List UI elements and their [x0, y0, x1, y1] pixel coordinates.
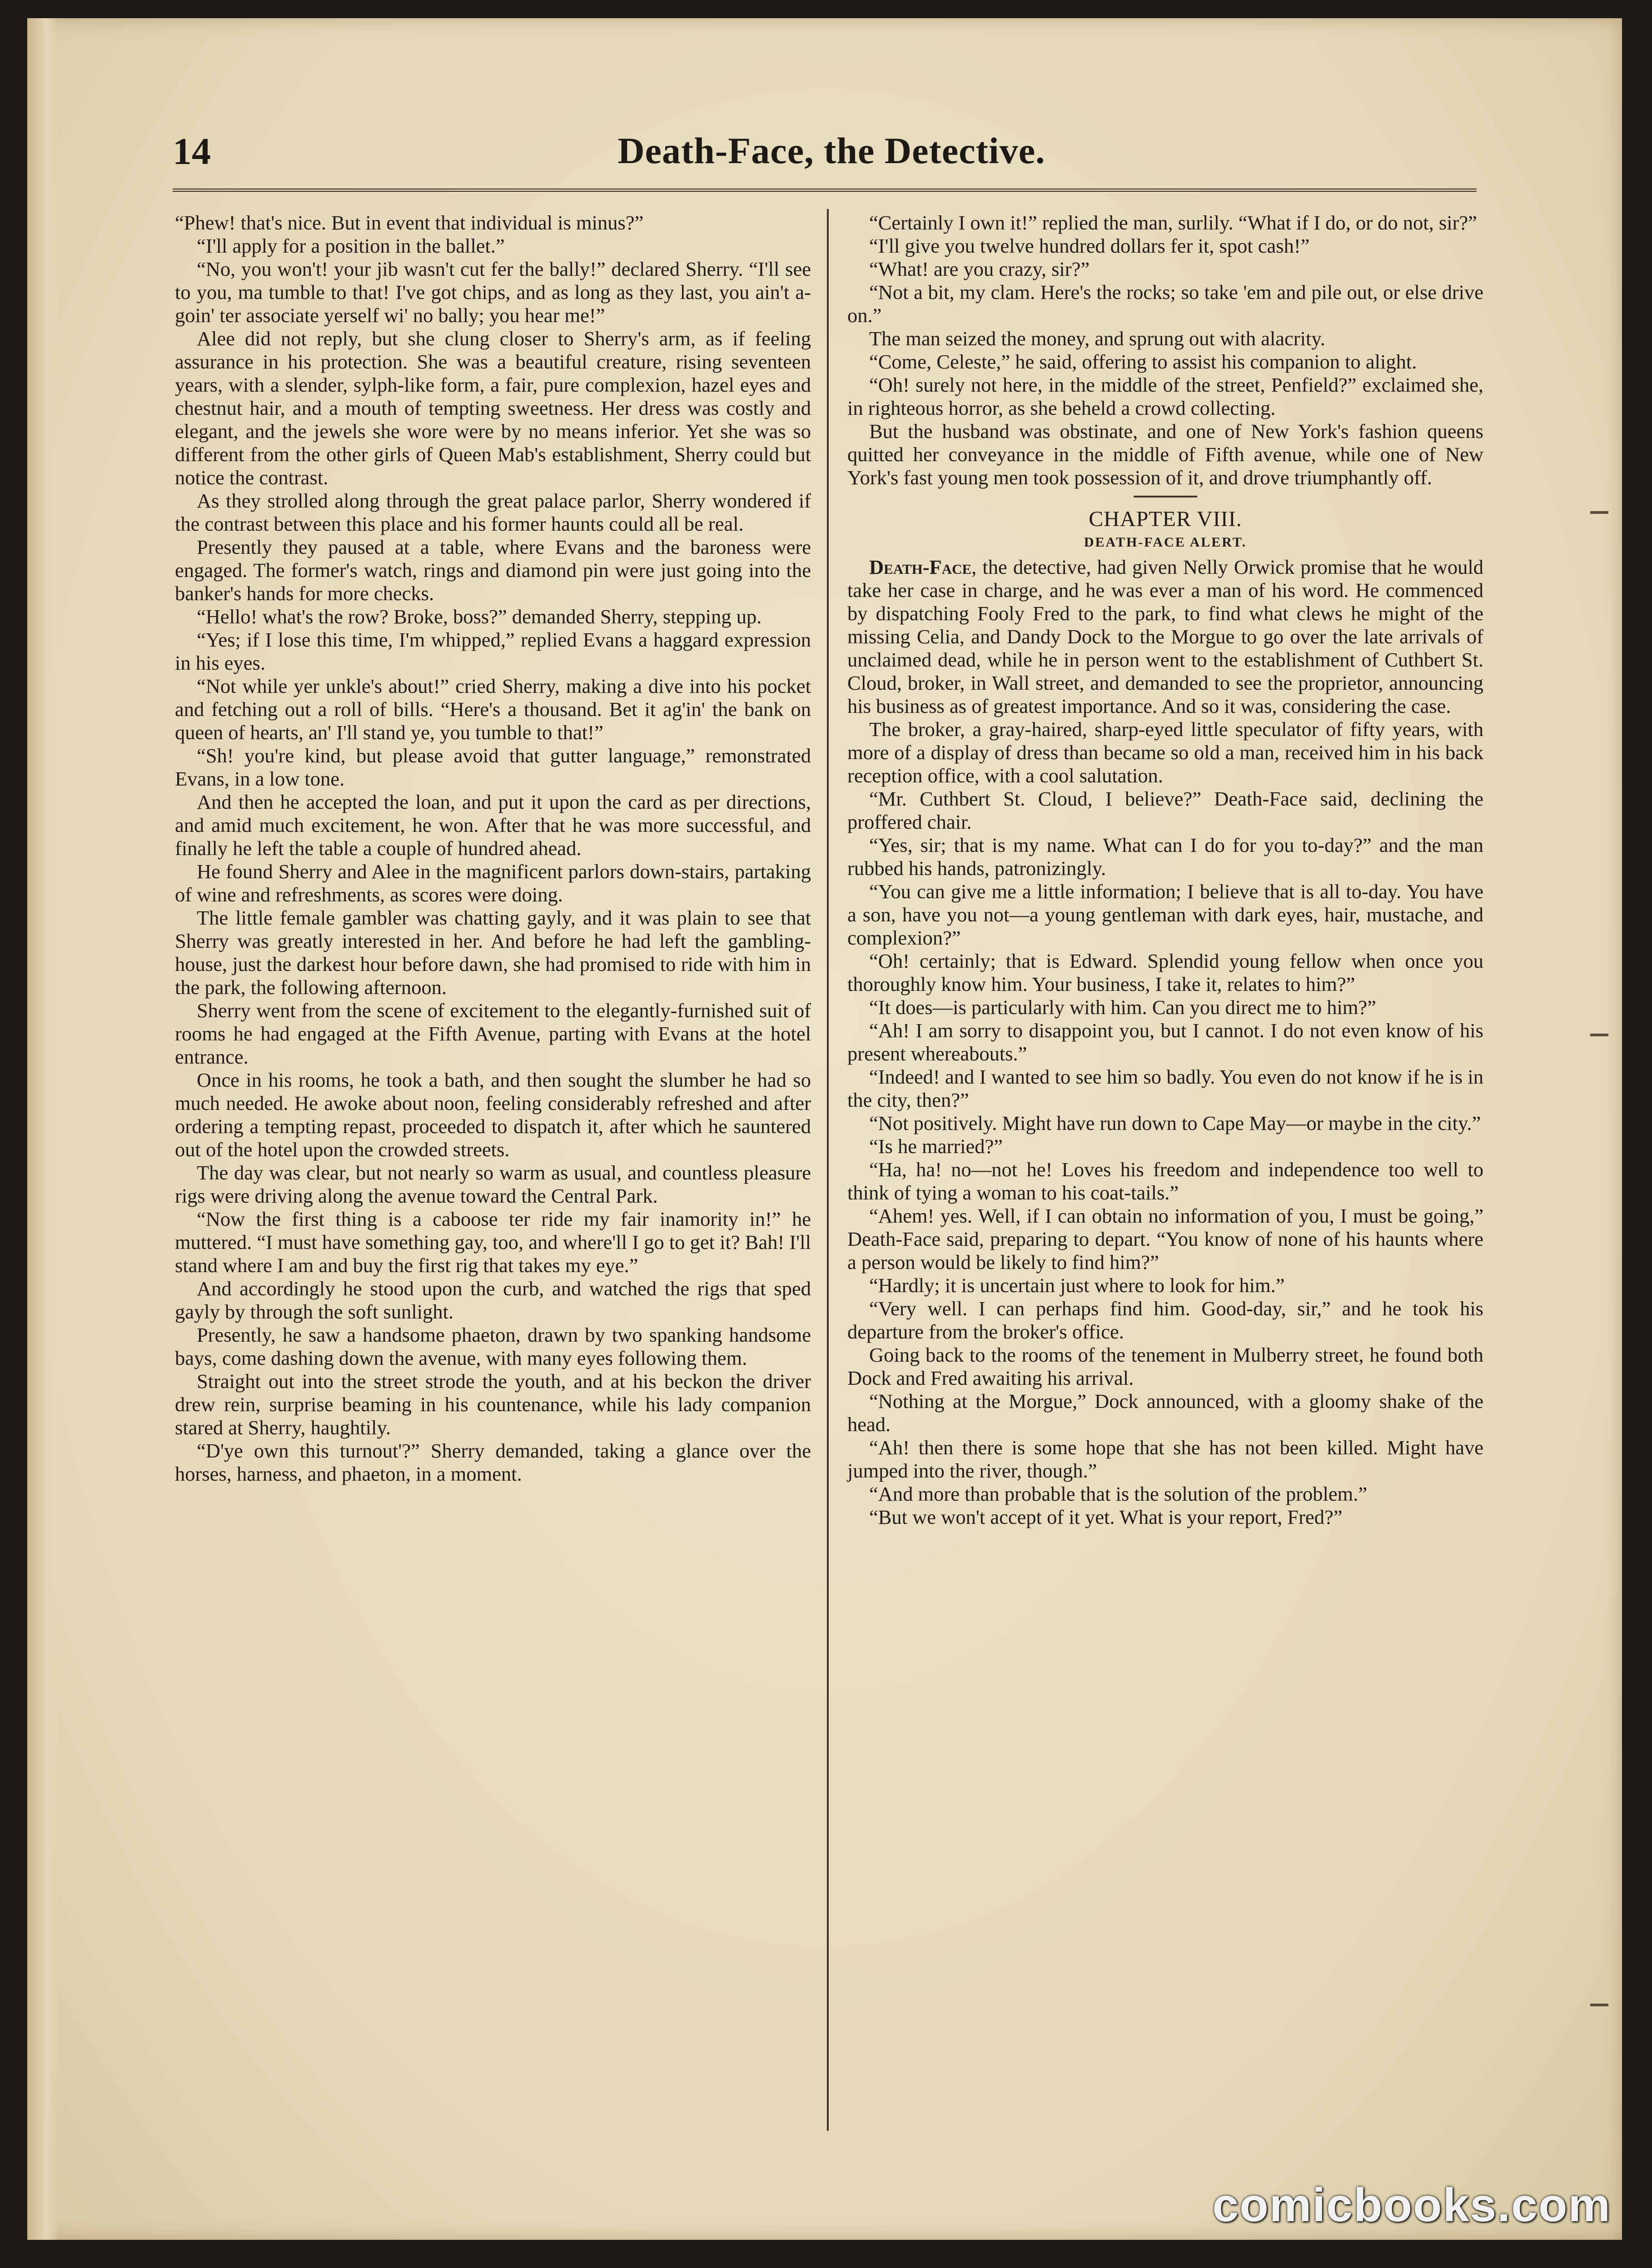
paragraph: “D'ye own this turnout'?” Sherry demanded, taking a glance over the horses, harness, and phaeton, in a moment.	[175, 1439, 811, 1485]
paragraph: “You can give me a little information; I believe that is all to-day. You have a son, have you not—a young gentleman with dark eyes, hair, mustache, and complexion?”	[847, 880, 1483, 949]
edge-mark	[1590, 511, 1608, 514]
page-binding-edge	[27, 18, 59, 2240]
paragraph: “Hardly; it is uncertain just where to look for him.”	[869, 1274, 1285, 1297]
chapter-title: CHAPTER VIII.	[1089, 507, 1242, 531]
paragraph: “It does—is particularly with him. Can you direct me to him?”	[869, 996, 1376, 1019]
paragraph-text: , the detective, had given Nelly Orwick promise that he would take her case in charge, and he was ever a man of his word. He commenced by dispatching Fooly Fred to the park, to find what clews he might of the missing Celia, and Dandy Dock to the Morgue to go over the late arrivals of unclaimed dead, while he in person went to the establishment of Cuthbert St. Cloud, broker, in Wall street, and demanded to see the proprietor, announcing his business as of greatest importance. And so it was, considering the case.	[847, 556, 1483, 717]
paragraph: “Ah! I am sorry to disappoint you, but I cannot. I do not even know of his present whereabouts.”	[847, 1019, 1483, 1065]
paragraph: “Not while yer unkle's about!” cried Sherry, making a dive into his pocket and fetching out a roll of bills. “Here's a thousand. Bet it ag'in' the bank on queen of hearts, an' I'll stand ye, you tumble to that!”	[175, 675, 811, 744]
chapter-subtitle: DEATH-FACE ALERT.	[1084, 535, 1247, 550]
right-column	[847, 211, 1483, 1529]
paragraph: “Ahem! yes. Well, if I can obtain no information of you, I must be going,” Death-Face said, preparing to depart. “You know of none of his haunts where a person would be likely to find him?”	[847, 1204, 1483, 1273]
paragraph: The broker, a gray-haired, sharp-eyed little speculator of fifty years, with more of a display of dress than became so old a man, received him in his back reception office, with a cool salutation.	[847, 718, 1483, 787]
paragraph: “Oh! surely not here, in the middle of the street, Penfield?” exclaimed she, in righteous horror, as she beheld a crowd collecting.	[847, 373, 1483, 419]
edge-mark	[1590, 2004, 1608, 2006]
paragraph: “Nothing at the Morgue,” Dock announced, with a gloomy shake of the head.	[847, 1390, 1483, 1436]
paragraph: “Sh! you're kind, but please avoid that gutter language,” remonstrated Evans, in a low tone.	[175, 744, 811, 790]
paragraph: He found Sherry and Alee in the magnificent parlors down-stairs, partaking of wine and refreshments, as scores were doing.	[175, 860, 811, 906]
paragraph: “Come, Celeste,” he said, offering to assist his companion to alight.	[869, 350, 1417, 373]
chapter-lead-name: Death-Face	[869, 556, 972, 578]
paragraph: The day was clear, but not nearly so warm as usual, and countless pleasure rigs were driving along the avenue toward the Central Park.	[175, 1161, 811, 1207]
paragraph: “What! are you crazy, sir?”	[869, 258, 1090, 280]
paragraph: “Indeed! and I wanted to see him so badly. You even do not know if he is in the city, then?”	[847, 1065, 1483, 1111]
paragraph: “Yes, sir; that is my name. What can I do for you to-day?” and the man rubbed his hands, patronizingly.	[847, 834, 1483, 880]
paragraph: The little female gambler was chatting gayly, and it was plain to see that Sherry was greatly interested in her. And before he had left the gambling-house, just the darkest hour before dawn, she had promised to ride with him in the park, the following afternoon.	[175, 906, 811, 999]
paragraph: “Now the first thing is a caboose ter ride my fair inamority in!” he muttered. “I must have something gay, too, and where'll I go to get it? Bah! I'll stand where I am and buy the first rig that takes my eye.”	[175, 1208, 811, 1277]
edge-mark	[1590, 1034, 1608, 1036]
paragraph: Once in his rooms, he took a bath, and then sought the slumber he had so much needed. He awoke about noon, feeling considerably refreshed and after ordering a tempting repast, proceeded to dispatch it, after which he sauntered out of the hotel upon the crowded streets.	[175, 1069, 811, 1161]
paragraph: The man seized the money, and sprung out with alacrity.	[869, 327, 1325, 350]
paragraph: “Is he married?”	[869, 1135, 1003, 1158]
watermark: comicbooks.com	[1212, 2179, 1611, 2232]
header-rule	[173, 189, 1477, 192]
paragraph: Presently, he saw a handsome phaeton, drawn by two spanking handsome bays, come dashing down the avenue, with many eyes following them.	[175, 1323, 811, 1369]
paragraph: “Very well. I can perhaps find him. Good-day, sir,” and he took his departure from the broker's office.	[847, 1297, 1483, 1343]
running-header	[173, 125, 1490, 189]
paragraph: Presently they paused at a table, where Evans and the baroness were engaged. The former's watch, rings and diamond pin were just going into the banker's hands for more checks.	[175, 536, 811, 605]
paragraph: “Mr. Cuthbert St. Cloud, I believe?” Death-Face said, declining the proffered chair.	[847, 787, 1483, 833]
page-number: 14	[173, 130, 211, 173]
paragraph: “Hello! what's the row? Broke, boss?” demanded Sherry, stepping up.	[197, 605, 762, 628]
paragraph: As they strolled along through the great palace parlor, Sherry wondered if the contrast between this place and his former haunts could all be real.	[175, 489, 811, 535]
paragraph: “Yes; if I lose this time, I'm whipped,” replied Evans a haggard expression in his eyes.	[175, 628, 811, 674]
paragraph: “I'll apply for a position in the ballet.”	[197, 234, 505, 257]
paragraph: And accordingly he stood upon the curb, and watched the rigs that sped gayly by through the soft sunlight.	[175, 1277, 811, 1323]
paragraph: “Not a bit, my clam. Here's the rocks; so take 'em and pile out, or else drive on.”	[847, 281, 1483, 327]
paragraph: “Certainly I own it!” replied the man, surlily. “What if I do, or do not, sir?”	[869, 211, 1477, 234]
paragraph: “Oh! certainly; that is Edward. Splendid young fellow when once you thoroughly know him. Your business, I take it, relates to him?”	[847, 950, 1483, 995]
paragraph: “Ah! then there is some hope that she has not been killed. Might have jumped into the river, though.”	[847, 1436, 1483, 1482]
paragraph: Straight out into the street strode the youth, and at his beckon the driver drew rein, surprise beaming in his countenance, while his lady companion stared at Sherry, haughtily.	[175, 1370, 811, 1439]
paragraph: “But we won't accept of it yet. What is your report, Fred?”	[869, 1506, 1343, 1528]
paragraph: Sherry went from the scene of excitement to the elegantly-furnished suit of rooms he had engaged at the Fifth Avenue, parting with Evans at the hotel entrance.	[175, 999, 811, 1068]
paragraph: “I'll give you twelve hundred dollars fer it, spot cash!”	[869, 234, 1310, 257]
paragraph: Going back to the rooms of the tenement in Mulberry street, he found both Dock and Fred awaiting his arrival.	[847, 1343, 1483, 1389]
paragraph: “Ha, ha! no—not he! Loves his freedom and independence too well to think of tying a woman to his coat-tails.”	[847, 1158, 1483, 1204]
paragraph: “Phew! that's nice. But in event that individual is minus?”	[175, 211, 644, 234]
paragraph: “No, you won't! your jib wasn't cut fer the bally!” declared Sherry. “I'll see to you, ma tumble to that! I've got chips, and as long as they last, you ain't a-goin' ter associate yerself wi' no bally; you hear me!”	[175, 258, 811, 327]
left-column	[175, 211, 811, 1486]
paragraph: Alee did not reply, but she clung closer to Sherry's arm, as if feeling assurance in his protection. She was a beautiful creature, rising seventeen years, with a slender, sylph-like form, a fair, pure complexion, hazel eyes and chestnut hair, and a mouth of tempting sweetness. Her dress was costly and elegant, and the jewels she wore were by no means inferior. Yet she was so different from the other girls of Queen Mab's establishment, Sherry could but notice the contrast.	[175, 327, 811, 489]
chapter-opening-paragraph	[847, 556, 1483, 718]
paragraph: “Not positively. Might have run down to Cape May—or maybe in the city.”	[869, 1112, 1481, 1134]
column-divider	[827, 209, 829, 2131]
paragraph: “And more than probable that is the solution of the problem.”	[869, 1482, 1368, 1505]
running-title: Death-Face, the Detective.	[617, 130, 1045, 171]
chapter-rule	[1134, 496, 1197, 497]
paragraph: And then he accepted the loan, and put it upon the card as per directions, and amid much excitement, he won. After that he was more successful, and finally he left the table a couple of hundred ahead.	[175, 791, 811, 860]
paragraph: But the husband was obstinate, and one of New York's fashion queens quitted her conveyance in the middle of Fifth avenue, while one of New York's fast young men took possession of it, and drove triumphantly off.	[847, 420, 1483, 489]
